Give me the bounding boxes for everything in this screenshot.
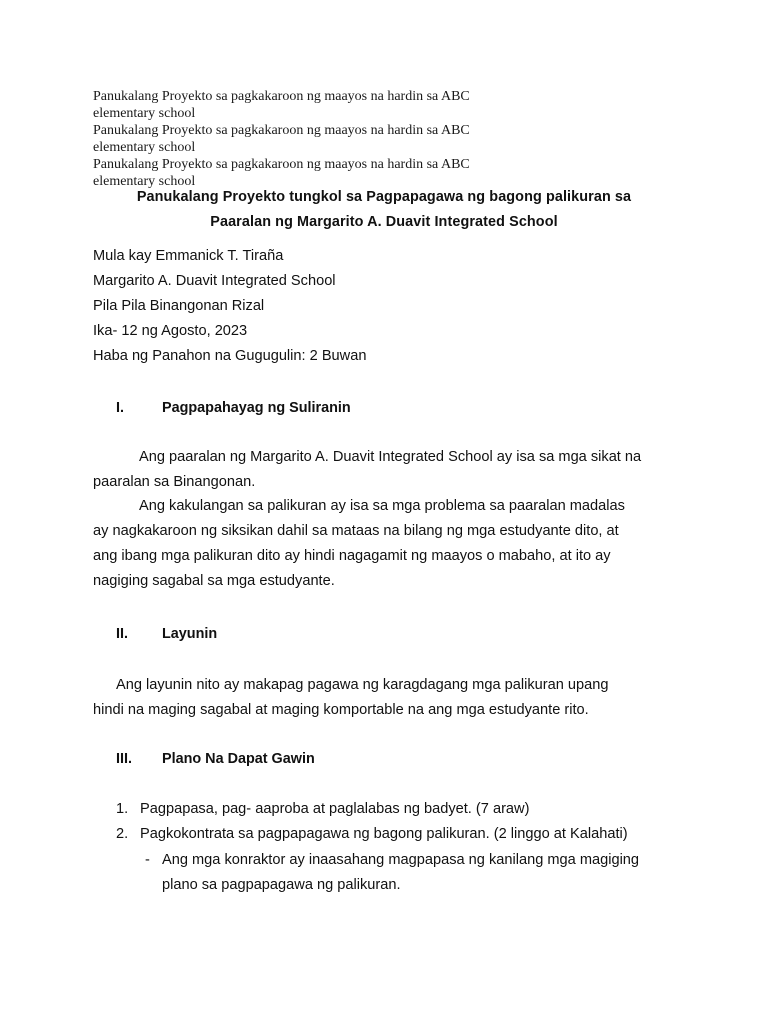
- section-1-paragraph-line: ay nagkakaroon ng siksikan dahil sa mataas na bilang ng mga estudyante dito, at: [93, 523, 619, 539]
- document-title-line-1: Panukalang Proyekto tungkol sa Pagpapagawa ng bagong palikuran sa: [136, 189, 632, 205]
- repeated-header-block: [93, 88, 533, 190]
- repeated-header-line: Panukalang Proyekto sa pagkakaroon ng maayos na hardin sa ABC: [93, 89, 470, 104]
- sub-list-item-line-1: Ang mga konraktor ay inaasahang magpapasa ng kanilang mga magiging: [162, 852, 640, 868]
- list-item-number: 1.: [116, 801, 129, 817]
- section-1-heading: Pagpapahayag ng Suliranin: [162, 400, 351, 416]
- sub-list-item-line-2: plano sa pagpapagawa ng palikuran.: [162, 877, 401, 893]
- sub-list-dash: -: [145, 852, 150, 868]
- document-title-line-2: Paaralan ng Margarito A. Duavit Integrated School: [210, 214, 558, 230]
- school-line: Margarito A. Duavit Integrated School: [93, 273, 336, 289]
- section-2-heading: Layunin: [162, 626, 218, 642]
- list-item-number: 2.: [116, 826, 129, 842]
- repeated-header-line: Panukalang Proyekto sa pagkakaroon ng maayos na hardin sa ABC: [93, 123, 470, 138]
- address-line: Pila Pila Binangonan Rizal: [93, 298, 265, 314]
- section-2-paragraph-line: hindi na maging sagabal at maging komportable na ang mga estudyante rito.: [93, 702, 589, 718]
- section-1-paragraph-line: nagiging sagabal sa mga estudyante.: [93, 573, 335, 589]
- section-2-number: II.: [116, 626, 128, 642]
- list-item: Pagpapasa, pag- aaproba at paglalabas ng badyet. (7 araw): [140, 801, 530, 817]
- duration-line: Haba ng Panahon na Gugugulin: 2 Buwan: [93, 348, 367, 364]
- section-1-paragraph-line: ang ibang mga palikuran dito ay hindi nagagamit ng maayos o mabaho, at ito ay: [93, 548, 611, 564]
- repeated-header-line: Panukalang Proyekto sa pagkakaroon ng maayos na hardin sa ABC: [93, 157, 470, 172]
- repeated-header-line: elementary school: [93, 140, 196, 155]
- section-1-paragraph-line: Ang kakulangan sa palikuran ay isa sa mga problema sa paaralan madalas: [139, 498, 625, 514]
- list-item: Pagkokontrata sa pagpapagawa ng bagong palikuran. (2 linggo at Kalahati): [140, 826, 628, 842]
- author-line: Mula kay Emmanick T. Tiraña: [93, 248, 284, 264]
- repeated-header-line: elementary school: [93, 174, 196, 189]
- section-1-number: I.: [116, 400, 124, 416]
- date-line: Ika- 12 ng Agosto, 2023: [93, 323, 248, 339]
- section-2-paragraph-line: Ang layunin nito ay makapag pagawa ng karagdagang mga palikuran upang: [116, 677, 609, 693]
- repeated-header-line: elementary school: [93, 106, 196, 121]
- section-3-number: III.: [116, 751, 132, 767]
- section-3-heading: Plano Na Dapat Gawin: [162, 751, 315, 767]
- section-1-paragraph-line: Ang paaralan ng Margarito A. Duavit Integrated School ay isa sa mga sikat na: [139, 449, 642, 465]
- section-1-paragraph-line: paaralan sa Binangonan.: [93, 474, 256, 490]
